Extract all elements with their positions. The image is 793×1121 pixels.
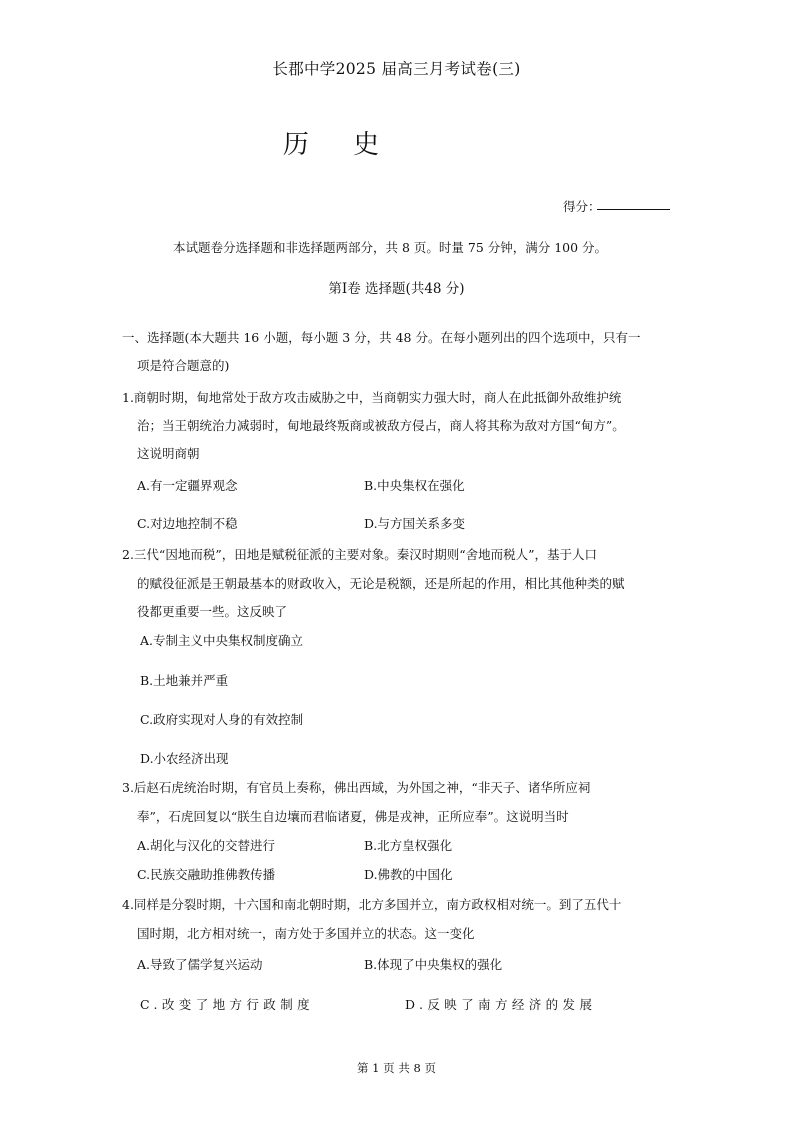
question-4-text: 国时期，北方相对统一，南方处于多国并立的状态。这一变化	[137, 926, 475, 941]
question-4-option-b[interactable]: B.体现了中央集权的强化	[364, 957, 503, 972]
question-2-option-d[interactable]: D.小农经济出现	[140, 751, 229, 766]
question-3-text: 奉”，石虎回复以“朕生自边壤而君临诸夏，佛是戎神，正所应奉”。这说明当时	[137, 809, 569, 824]
exam-intro: 本试题卷分选择题和非选择题两部分，共 8 页。时量 75 分钟，满分 100 分。	[173, 240, 608, 255]
question-2-option-c[interactable]: C.政府实现对人身的有效控制	[140, 712, 304, 727]
question-1-option-b[interactable]: B.中央集权在强化	[364, 478, 465, 493]
section-instruction: 项是符合题意的)	[137, 358, 230, 373]
question-4-option-a[interactable]: A.导致了儒学复兴运动	[137, 957, 263, 972]
question-1-text: 治；当王朝统治力减弱时，甸地最终叛商或被敌方侵占，商人将其称为敌对方国“甸方”。	[137, 418, 625, 433]
question-2-option-b[interactable]: B.土地兼并严重	[140, 673, 229, 688]
question-1-option-c[interactable]: C.对边地控制不稳	[137, 516, 238, 531]
question-1-option-a[interactable]: A.有一定疆界观念	[137, 478, 238, 493]
question-4-option-c[interactable]: C.改变了地方行政制度	[140, 997, 314, 1012]
question-2-text: 2.三代“因地而税”，田地是赋税征派的主要对象。秦汉时期则“舍地而税人”，基于人口	[122, 547, 597, 562]
question-2-text: 的赋役征派是王朝最基本的财政收入，无论是税额，还是所起的作用，相比其他种类的赋	[137, 576, 625, 591]
question-4-option-d[interactable]: D.反映了南方经济的发展	[405, 997, 597, 1012]
question-3-option-a[interactable]: A.胡化与汉化的交替进行	[137, 838, 276, 853]
question-1-text: 1.商朝时期，甸地常处于敌方攻击威胁之中，当商朝实力强大时，商人在此抵御外敌维护统	[122, 390, 622, 405]
question-3-option-d[interactable]: D.佛教的中国化	[364, 867, 453, 882]
question-4-text: 4.同样是分裂时期，十六国和南北朝时期，北方多国并立，南方政权相对统一。到了五代十	[122, 897, 622, 912]
section-instruction: 一、选择题(本大题共 16 小题，每小题 3 分，共 48 分。在每小题列出的四个选项中，只有一	[122, 330, 641, 345]
question-1-text: 这说明商朝	[137, 446, 200, 461]
question-1-option-d[interactable]: D.与方国关系多变	[364, 516, 466, 531]
question-3-option-c[interactable]: C.民族交融助推佛教传播	[137, 867, 276, 882]
page-footer: 第 1 页 共 8 页	[357, 1061, 436, 1075]
score-blank-line[interactable]	[597, 209, 670, 210]
question-3-text: 3.后赵石虎统治时期，有官员上奏称，佛出西域，为外国之神，“非天子、诸华所应祠	[122, 780, 591, 795]
exam-header-title: 长郡中学2025 届高三月考试卷(三)	[272, 60, 521, 78]
score-label: 得分：	[563, 199, 601, 214]
question-2-option-a[interactable]: A.专制主义中央集权制度确立	[140, 633, 304, 648]
subject-title: 历 史	[282, 130, 398, 160]
question-3-option-b[interactable]: B.北方皇权强化	[364, 838, 453, 853]
section-title: 第Ⅰ卷 选择题(共48 分)	[328, 281, 465, 297]
question-2-text: 役都更重要一些。这反映了	[137, 604, 288, 619]
